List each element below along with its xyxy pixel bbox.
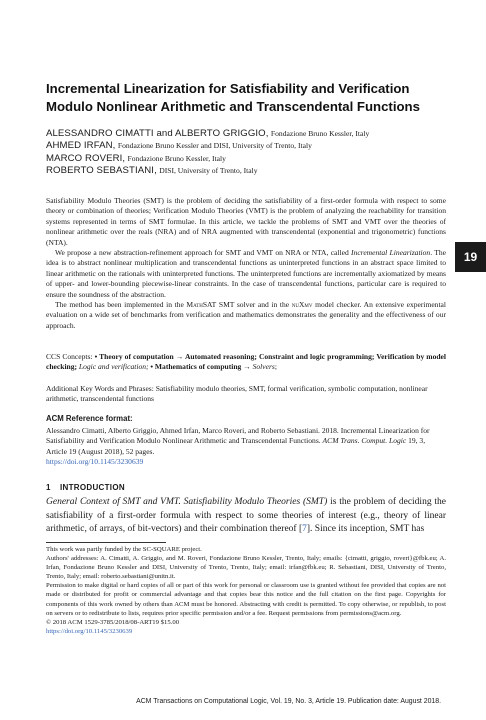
intro-text: ]. Since its inception, SMT has xyxy=(306,524,425,535)
tool-name: nuXmv xyxy=(291,300,313,310)
ccs-label: CCS Concepts: xyxy=(46,352,95,361)
footnote: Permission to make digital or hard copies of all or part of this work for personal or classroom use is granted without fee provided that copies are not made or distributed for profit or commercial advantage and that copies bear this notice and the full citation on the first page. Copyrights for components of this work owned by others than ACM must be honored. Abstracting with credit is permitted. To copy otherwise, or republish, to post on servers or to redistribute to lists, requires prior specific permission and/or a fee. Request permissions from permissions@acm.org. xyxy=(46,582,446,617)
doi-link[interactable]: https://doi.org/10.1145/3230639 xyxy=(46,457,144,467)
ccs-end: ; xyxy=(274,362,277,372)
reference-format xyxy=(46,426,446,468)
abstract-text: model checker. An extensive experimental evaluation on a wide set of benchmarks from verification and mathematics demonstrates the generality and the effectiveness of our approach. xyxy=(46,300,446,330)
author-affiliation: Fondazione Bruno Kessler, Italy xyxy=(127,153,226,163)
section-title: INTRODUCTION xyxy=(60,483,125,492)
author-line xyxy=(46,128,446,140)
abstract-paragraph xyxy=(46,248,446,300)
abstract-emphasis: Incremental Linearization xyxy=(351,248,431,258)
reference-text: Alessandro Cimatti, Alberto Griggio, Ahmed Irfan, Marco Roveri, and Roberto Sebastiani. 2018. Incremental Linearization for Satisfiability and Verification Modulo Nonlinear Arithmetic and Transcendental Functions. xyxy=(46,426,430,446)
journal-page-info: ACM Transactions on Computational Logic, Vol. 19, No. 3, Article 19. Publication date: August 2018. xyxy=(136,698,441,705)
abstract xyxy=(46,196,446,331)
author-affiliation: DISI, University of Trento, Italy xyxy=(159,165,258,175)
tool-name: MathSAT xyxy=(186,300,217,310)
section-number: 1 xyxy=(46,483,51,492)
author-list xyxy=(46,128,446,177)
author-names: ALESSANDRO CIMATTI and ALBERTO GRIGGIO, xyxy=(46,128,269,139)
footnotes xyxy=(46,545,446,636)
section-heading xyxy=(46,483,125,492)
footnote-rule xyxy=(46,542,166,543)
author-names: ROBERTO SEBASTIANI, xyxy=(46,164,157,176)
keywords: Additional Key Words and Phrases: Satisfiability modulo theories, SMT, formal verification, symbolic computation, nonlinear arithmetic, transcendental functions xyxy=(46,384,428,404)
reference-text: 19, 3, Article 19 (August 2018), 52 pages. xyxy=(46,436,426,456)
abstract-paragraph: Satisfiability Modulo Theories (SMT) is the problem of deciding the satisfiability of a first-order formula with respect to some theory or combination of theories; Verification Modulo Theories (VMT) is the problem of analyzing the reachability for transition systems represented in terms of SMT formulae. In this article, we tackle the problems of SMT and VMT over the theories of nonlinear arithmetic over the reals (NRA) and of NRA augmented with transcendental (exponential and trigonometric) functions (NTA). xyxy=(46,196,446,247)
abstract-text: SMT solver and in the xyxy=(216,300,292,310)
intro-lead: General Context of SMT and VMT. Satisfiability Modulo Theories (SMT) xyxy=(46,497,328,507)
intro-text: is the problem of deciding the satisfiability of a first-order formula with respect to some theories of interest (e.g., theory of linear arithmetic, of arrays, of bit-vectors) and their combination thereof [ xyxy=(46,497,446,535)
footnote: Authors' addresses: A. Cimatti, A. Griggio, and M. Roveri, Fondazione Bruno Kessler, Trento, Italy; emails: {cimatti, griggio, roveri}@fbk.eu; A. Irfan, Fondazione Bruno Kessler and DISI, University of Trento, Trento, Italy; email: irfan@fbk.eu; R. Sebastiani, DISI, University of Trento, Trento, Italy; email: roberto.sebastiani@unitn.it. xyxy=(46,555,446,581)
footnote: This work was partly funded by the SC-SQUARE project. xyxy=(46,546,202,553)
ccs-term: Solvers xyxy=(252,362,275,372)
ccs-concepts xyxy=(46,352,446,373)
abstract-text: The method has been implemented in the xyxy=(55,300,187,310)
intro-paragraph xyxy=(46,496,446,537)
author-names: MARCO ROVERI, xyxy=(46,152,126,164)
author-affiliation: Fondazione Bruno Kessler and DISI, University of Trento, Italy xyxy=(117,141,312,151)
reference-journal: ACM Trans. Comput. Logic xyxy=(322,436,407,446)
paper-title: Incremental Linearization for Satisfiability and Verification Modulo Nonlinear Arithmetic and Transcendental Functions xyxy=(46,81,420,114)
footnote-doi-link[interactable]: https://doi.org/10.1145/3230639 xyxy=(46,627,133,635)
ccs-term: • Mathematics of computing → xyxy=(148,362,253,372)
author-line xyxy=(46,153,446,165)
author-line xyxy=(46,140,446,152)
author-names: AHMED IRFAN, xyxy=(46,140,116,152)
abstract-text: . The idea is to abstract nonlinear multiplication and transcendental functions as uninterpreted functions in an abstract space limited to linear arithmetic on the rationals with uninterpreted functions. The uninterpreted functions are incrementally axiomatized by means of upper- and lower-bounding piecewise-linear constraints. In the case of transcendental functions, particular care is required to ensure the soundness of the abstraction. xyxy=(46,248,446,299)
ccs-term: Logic and verification; xyxy=(77,362,149,372)
author-affiliation: Fondazione Bruno Kessler, Italy xyxy=(270,129,370,138)
footnote: © 2018 ACM 1529-3785/2018/08-ART19 $15.00 xyxy=(46,618,180,626)
citation-link[interactable]: 7 xyxy=(302,524,307,535)
abstract-text: We propose a new abstraction-refinement approach for SMT and VMT on NRA or NTA, called xyxy=(55,248,352,258)
author-line xyxy=(46,165,446,177)
reference-heading: ACM Reference format: xyxy=(46,414,133,423)
article-number-tab: 19 xyxy=(455,242,486,272)
ccs-term: • Theory of computation → Automated reasoning; Constraint and logic programming; Verification by model checking; xyxy=(46,352,446,372)
abstract-paragraph xyxy=(46,300,446,331)
